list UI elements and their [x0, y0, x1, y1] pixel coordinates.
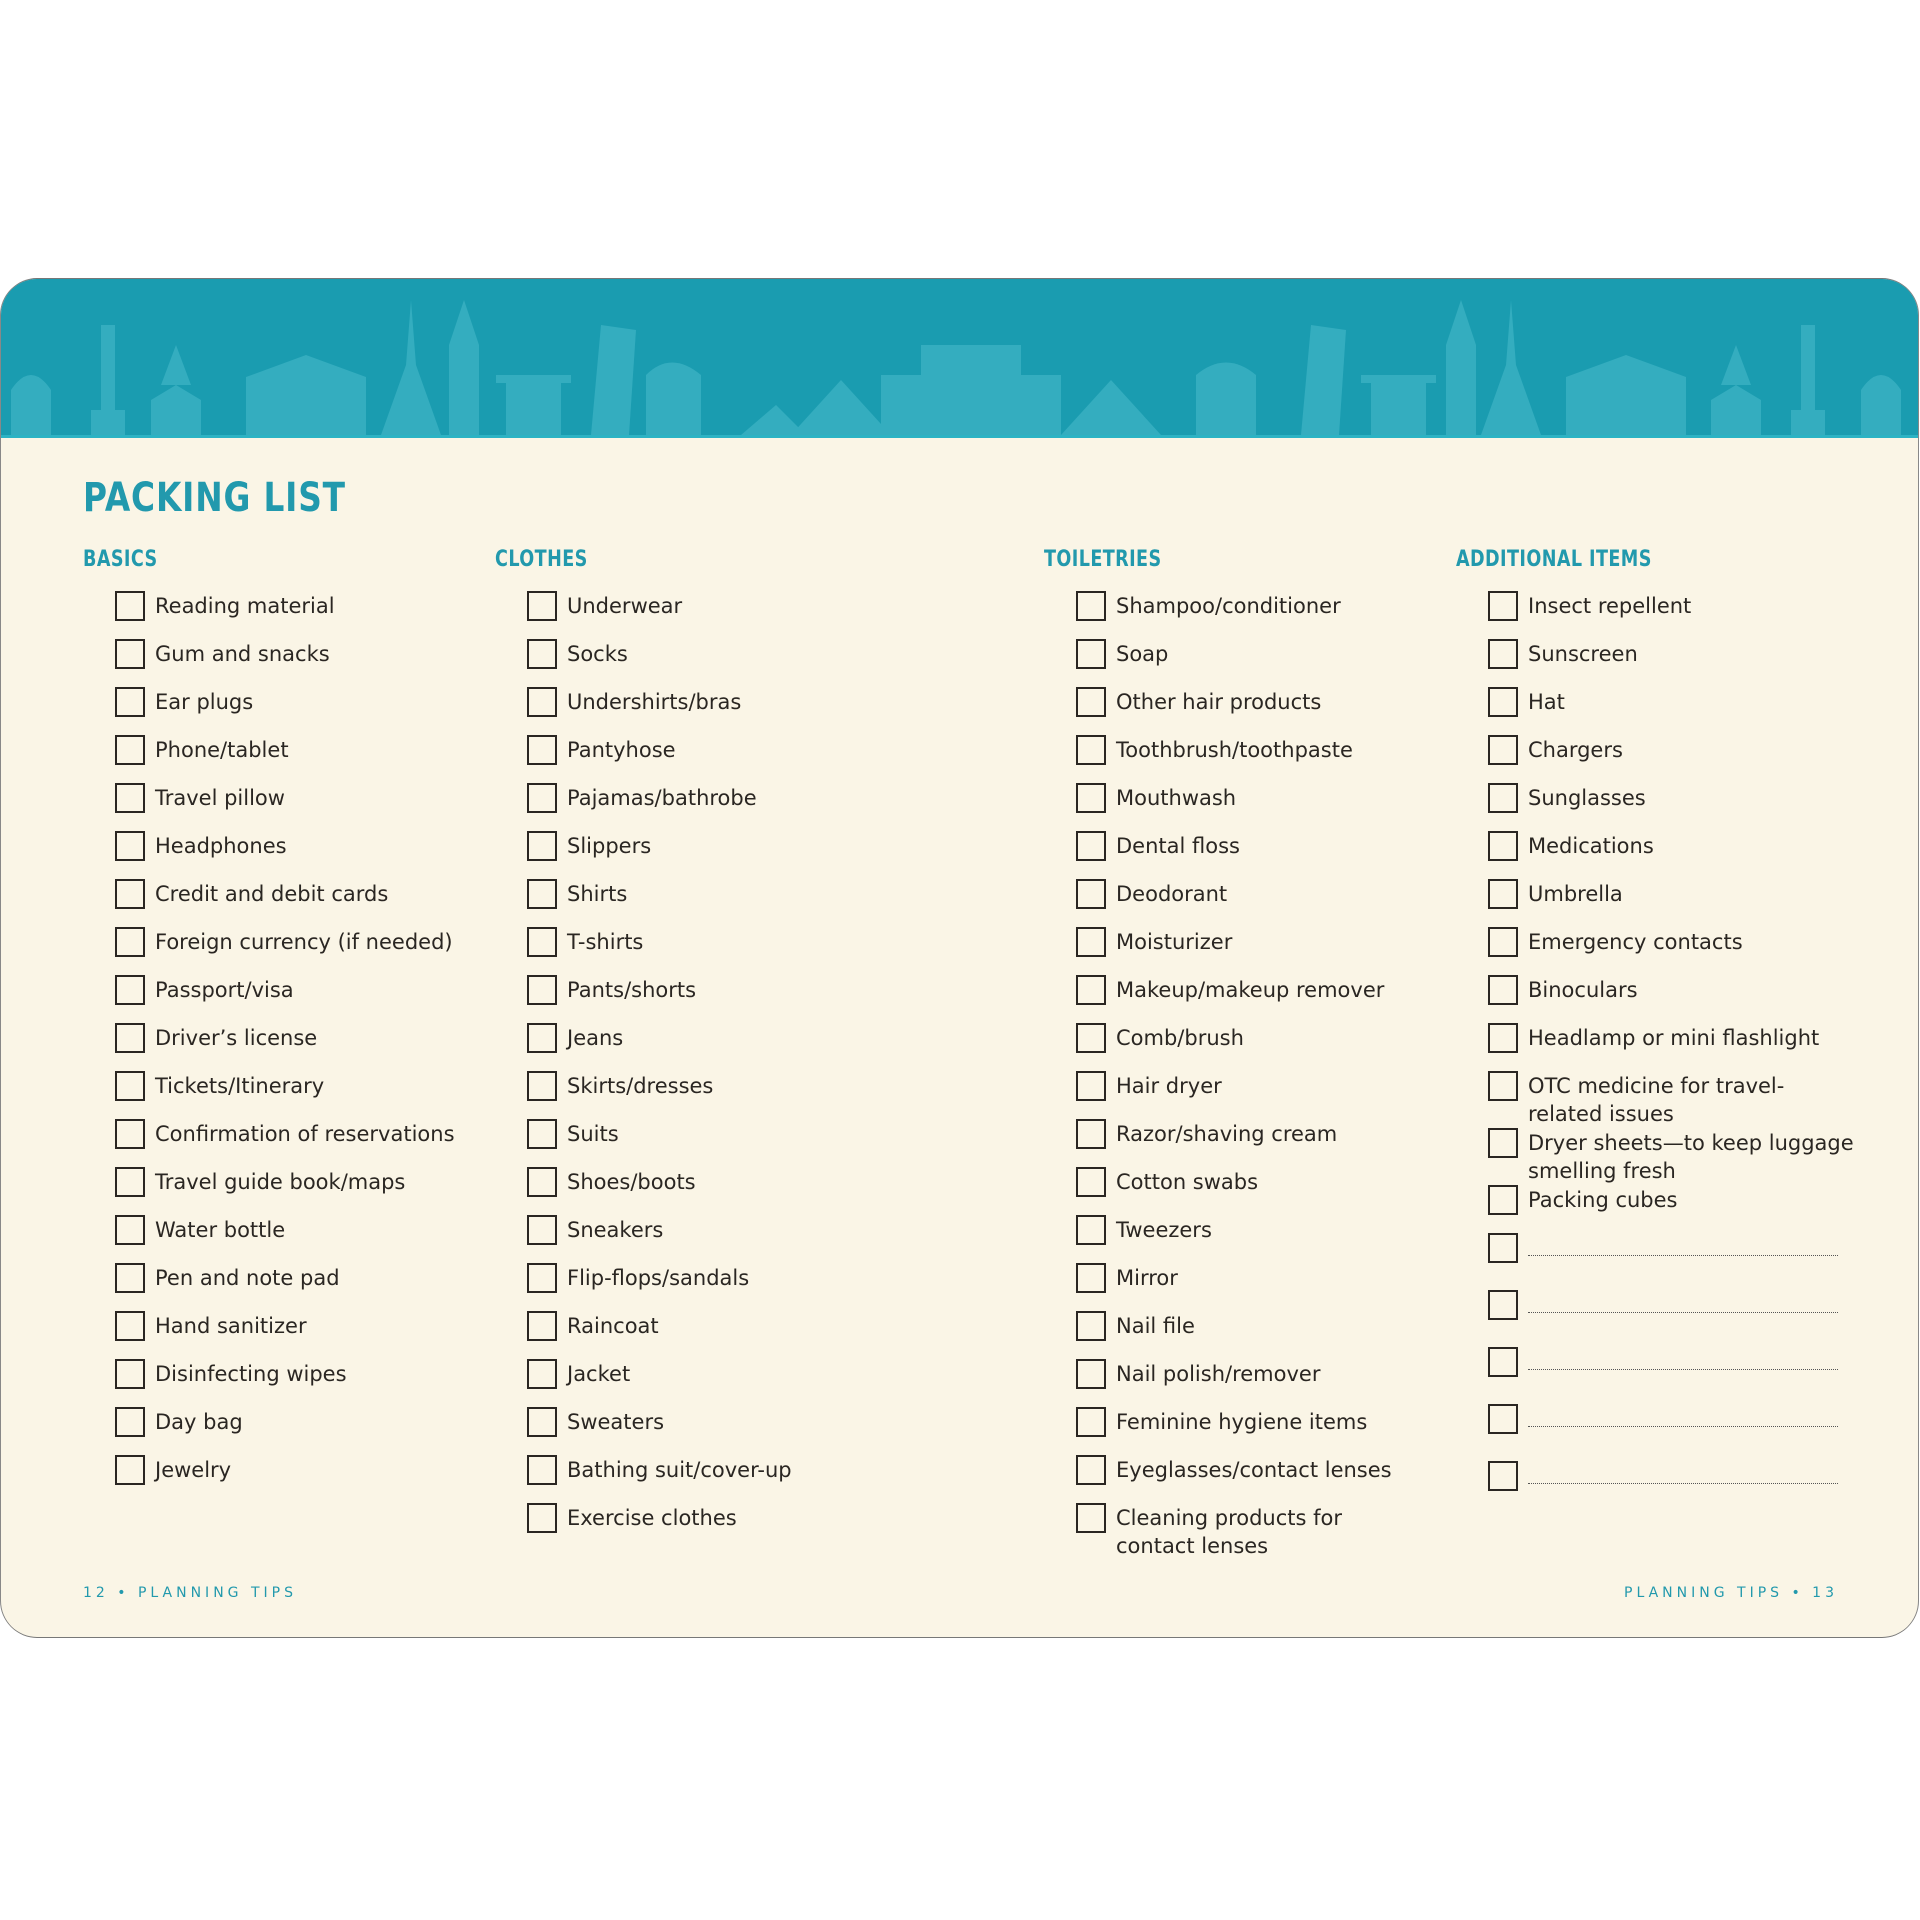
checklist-item-label: Reading material [155, 594, 335, 618]
checkbox[interactable] [1076, 735, 1106, 765]
checklist-item[interactable] [1488, 831, 1856, 879]
checklist-item-label: Passport/visa [155, 978, 294, 1002]
checklist-item[interactable] [1076, 639, 1424, 687]
checklist-item-label: Ear plugs [155, 690, 254, 714]
checkbox[interactable] [1076, 783, 1106, 813]
checklist-item-label: Medications [1528, 834, 1654, 858]
checklist-item-label: Underwear [567, 594, 683, 618]
checkbox[interactable] [1488, 1347, 1518, 1377]
checkbox[interactable] [1076, 1503, 1106, 1533]
checklist-item-label: Credit and debit cards [155, 882, 389, 906]
checklist-item[interactable] [1076, 1503, 1424, 1560]
checklist-item-label: Chargers [1528, 738, 1623, 762]
checklist-item[interactable] [115, 639, 455, 687]
checklist-item[interactable] [527, 735, 792, 783]
checkbox[interactable] [527, 1263, 557, 1293]
checkbox[interactable] [527, 975, 557, 1005]
checklist-item-label: Other hair products [1116, 690, 1322, 714]
checklist-item-label: Pants/shorts [567, 978, 697, 1002]
section-heading: ADDITIONAL ITEMS [1456, 547, 1652, 572]
checklist-item[interactable] [1076, 735, 1424, 783]
checkbox[interactable] [1076, 1023, 1106, 1053]
checklist-item[interactable] [1488, 1071, 1856, 1128]
checklist-item-label: Phone/tablet [155, 738, 289, 762]
checklist-item[interactable] [115, 1023, 455, 1071]
checklist-item[interactable] [1076, 1359, 1424, 1407]
checkbox[interactable] [527, 1407, 557, 1437]
checkbox[interactable] [115, 687, 145, 717]
checkbox[interactable] [115, 591, 145, 621]
checklist-item-label: T-shirts [567, 930, 644, 954]
checklist-item[interactable] [1076, 927, 1424, 975]
checkbox[interactable] [527, 831, 557, 861]
checkbox[interactable] [1488, 831, 1518, 861]
checklist-item[interactable] [527, 639, 792, 687]
checklist-item[interactable] [1076, 831, 1424, 879]
column-additional-items [1456, 547, 1856, 1518]
checklist-item[interactable] [527, 879, 792, 927]
checklist-item-label: Disinfecting wipes [155, 1362, 347, 1386]
checkbox[interactable] [1076, 1359, 1106, 1389]
checkbox[interactable] [1488, 1071, 1518, 1101]
checkbox[interactable] [115, 1359, 145, 1389]
checkbox[interactable] [1488, 639, 1518, 669]
checkbox[interactable] [1076, 1215, 1106, 1245]
blank-write-in-item[interactable] [1488, 1290, 1856, 1347]
checklist-item-label: Pen and note pad [155, 1266, 340, 1290]
checklist-item-label: OTC medicine for travel-related issues [1528, 1074, 1785, 1126]
checkbox[interactable] [1076, 1263, 1106, 1293]
checklist-item-label: Hair dryer [1116, 1074, 1222, 1098]
checklist-item-label: Headphones [155, 834, 287, 858]
checkbox[interactable] [115, 1263, 145, 1293]
checklist-item-label: Jacket [567, 1362, 631, 1386]
checklist-item-label: Travel pillow [155, 786, 285, 810]
checklist-item[interactable] [1488, 879, 1856, 927]
checkbox[interactable] [115, 1407, 145, 1437]
checkbox[interactable] [1076, 1119, 1106, 1149]
checklist-item[interactable] [115, 879, 455, 927]
checklist-item[interactable] [527, 1167, 792, 1215]
checkbox[interactable] [115, 1023, 145, 1053]
checkbox[interactable] [1488, 879, 1518, 909]
checklist-item-label: Hand sanitizer [155, 1314, 307, 1338]
checklist-item[interactable] [527, 1215, 792, 1263]
checkbox[interactable] [527, 1359, 557, 1389]
checkbox[interactable] [527, 783, 557, 813]
checkbox[interactable] [527, 687, 557, 717]
checklist-item-label: Packing cubes [1528, 1188, 1678, 1212]
checklist-item[interactable] [527, 1407, 792, 1455]
footer-right-page-number: PLANNING TIPS • 13 [1624, 1585, 1838, 1601]
checklist-item[interactable] [1076, 1119, 1424, 1167]
checklist-item-label: Deodorant [1116, 882, 1228, 906]
blank-write-in-item[interactable] [1488, 1461, 1856, 1518]
checklist-item[interactable] [1076, 1023, 1424, 1071]
checklist-item-label: Driver’s license [155, 1026, 318, 1050]
checklist-item[interactable] [1076, 783, 1424, 831]
checklist-item-label: Bathing suit/cover-up [567, 1458, 792, 1482]
column-basics [83, 547, 455, 1503]
checklist-item-label: Razor/shaving cream [1116, 1122, 1338, 1146]
checklist-item-label: Dryer sheets—to keep luggage smelling fresh [1528, 1131, 1854, 1183]
checkbox[interactable] [527, 1023, 557, 1053]
checkbox[interactable] [1076, 831, 1106, 861]
checklist-item-label: Pantyhose [567, 738, 676, 762]
checklist-item-label: Flip-flops/sandals [567, 1266, 750, 1290]
checklist-item-label: Tweezers [1116, 1218, 1212, 1242]
blank-write-in-item[interactable] [1488, 1347, 1856, 1404]
checklist-item[interactable] [1076, 1455, 1424, 1503]
checklist-item[interactable] [115, 831, 455, 879]
write-in-line[interactable] [1528, 1404, 1838, 1427]
checklist-item-label: Insect repellent [1528, 594, 1692, 618]
checklist-item-label: Slippers [567, 834, 652, 858]
checklist-item-label: Cleaning products for contact lenses [1116, 1506, 1343, 1558]
checkbox[interactable] [115, 975, 145, 1005]
checklist-item[interactable] [1076, 1407, 1424, 1455]
checklist-item-label: Cotton swabs [1116, 1170, 1259, 1194]
checklist-item[interactable] [115, 1167, 455, 1215]
checklist-item[interactable] [1488, 783, 1856, 831]
checkbox[interactable] [1488, 1023, 1518, 1053]
checklist-item-label: Jeans [567, 1026, 624, 1050]
checkbox[interactable] [115, 783, 145, 813]
write-in-line[interactable] [1528, 1461, 1838, 1484]
checklist-item-label: Raincoat [567, 1314, 659, 1338]
checklist-item[interactable] [115, 1359, 455, 1407]
checklist-item-label: Skirts/dresses [567, 1074, 714, 1098]
checkbox[interactable] [1488, 1185, 1518, 1215]
checklist-item-label: Shampoo/conditioner [1116, 594, 1341, 618]
book-spread [1, 279, 1918, 1637]
checklist-item-label: Suits [567, 1122, 619, 1146]
checklist-item[interactable] [1076, 975, 1424, 1023]
checkbox[interactable] [527, 1215, 557, 1245]
checklist-item[interactable] [115, 1407, 455, 1455]
checklist-item[interactable] [115, 1215, 455, 1263]
checkbox[interactable] [1488, 975, 1518, 1005]
checklist-item[interactable] [1076, 1167, 1424, 1215]
checklist-item[interactable] [527, 975, 792, 1023]
write-in-line[interactable] [1528, 1233, 1838, 1256]
checklist-item-label: Shoes/boots [567, 1170, 696, 1194]
checklist-item[interactable] [1488, 591, 1856, 639]
checkbox[interactable] [1488, 591, 1518, 621]
checklist-item[interactable] [527, 687, 792, 735]
checklist-item[interactable] [115, 1119, 455, 1167]
checklist-item-label: Headlamp or mini flashlight [1528, 1026, 1820, 1050]
checklist-item-label: Mouthwash [1116, 786, 1237, 810]
checklist-item-label: Tickets/Itinerary [155, 1074, 325, 1098]
checklist-item[interactable] [115, 1263, 455, 1311]
checkbox[interactable] [1076, 1455, 1106, 1485]
section-heading: CLOTHES [495, 547, 588, 572]
checklist-item-label: Foreign currency (if needed) [155, 930, 453, 954]
checklist-item-label: Sweaters [567, 1410, 665, 1434]
checklist-item[interactable] [527, 783, 792, 831]
checklist-item[interactable] [1076, 1311, 1424, 1359]
checkbox[interactable] [1488, 1233, 1518, 1263]
checklist-item[interactable] [527, 831, 792, 879]
checkbox[interactable] [1076, 1071, 1106, 1101]
checkbox[interactable] [527, 1503, 557, 1533]
checklist-item-label: Soap [1116, 642, 1169, 666]
checklist [527, 591, 792, 1551]
checklist-item-label: Sneakers [567, 1218, 664, 1242]
blank-write-in-item[interactable] [1488, 1404, 1856, 1461]
checkbox[interactable] [527, 1455, 557, 1485]
checklist-item-label: Moisturizer [1116, 930, 1233, 954]
checkbox[interactable] [115, 1167, 145, 1197]
checklist-item[interactable] [115, 975, 455, 1023]
checklist-item-label: Day bag [155, 1410, 243, 1434]
landmark-skyline-banner [1, 279, 1918, 438]
checklist-item-label: Umbrella [1528, 882, 1623, 906]
section-heading: BASICS [83, 547, 158, 572]
checkbox[interactable] [1488, 1290, 1518, 1320]
checklist-item-label: Nail file [1116, 1314, 1195, 1338]
checklist-item[interactable] [1488, 927, 1856, 975]
checkbox[interactable] [115, 879, 145, 909]
blank-write-in-item[interactable] [1488, 1233, 1856, 1290]
section-heading: TOILETRIES [1044, 547, 1162, 572]
checklist-item-label: Sunscreen [1528, 642, 1638, 666]
checklist-item-label: Shirts [567, 882, 628, 906]
checklist-item[interactable] [527, 1455, 792, 1503]
checklist-item[interactable] [115, 591, 455, 639]
checklist-item[interactable] [527, 1311, 792, 1359]
write-in-line[interactable] [1528, 1347, 1838, 1370]
checkbox[interactable] [527, 879, 557, 909]
checklist-item[interactable] [1488, 639, 1856, 687]
checklist-item[interactable] [527, 1503, 792, 1551]
checkbox[interactable] [1076, 591, 1106, 621]
checkbox[interactable] [115, 1071, 145, 1101]
checklist [115, 591, 455, 1503]
checkbox[interactable] [115, 639, 145, 669]
column-clothes [495, 547, 792, 1551]
checkbox[interactable] [527, 1311, 557, 1341]
page-title: PACKING LIST [83, 475, 346, 521]
checkbox[interactable] [1076, 687, 1106, 717]
checkbox[interactable] [1076, 879, 1106, 909]
checklist-item-label: Exercise clothes [567, 1506, 737, 1530]
checklist-item-label: Gum and snacks [155, 642, 330, 666]
checklist-item[interactable] [527, 1263, 792, 1311]
checkbox[interactable] [527, 639, 557, 669]
checklist-item[interactable] [1076, 591, 1424, 639]
checklist-item-label: Toothbrush/toothpaste [1116, 738, 1353, 762]
checkbox[interactable] [115, 735, 145, 765]
checklist-item[interactable] [1488, 687, 1856, 735]
checkbox[interactable] [1076, 639, 1106, 669]
checkbox[interactable] [1076, 1167, 1106, 1197]
checkbox[interactable] [527, 1119, 557, 1149]
checklist-item-label: Pajamas/bathrobe [567, 786, 757, 810]
checkbox[interactable] [1076, 927, 1106, 957]
checklist-item-label: Makeup/makeup remover [1116, 978, 1385, 1002]
checkbox[interactable] [1488, 1128, 1518, 1158]
write-in-line[interactable] [1528, 1290, 1838, 1313]
checklist-item-label: Travel guide book/maps [155, 1170, 406, 1194]
checklist-item-label: Sunglasses [1528, 786, 1646, 810]
checkbox[interactable] [527, 1167, 557, 1197]
checklist-item-label: Feminine hygiene items [1116, 1410, 1368, 1434]
checkbox[interactable] [1488, 1461, 1518, 1491]
checklist-item-label: Eyeglasses/contact lenses [1116, 1458, 1392, 1482]
column-toiletries [1044, 547, 1424, 1560]
checklist-item[interactable] [1488, 975, 1856, 1023]
checkbox[interactable] [115, 927, 145, 957]
checklist-item[interactable] [1076, 1215, 1424, 1263]
checklist-item[interactable] [1488, 1023, 1856, 1071]
checkbox[interactable] [527, 1071, 557, 1101]
checklist [1488, 591, 1856, 1518]
checklist-item[interactable] [115, 783, 455, 831]
checklist-item-label: Dental floss [1116, 834, 1240, 858]
checkbox[interactable] [1076, 1311, 1106, 1341]
checklist-item[interactable] [1076, 1263, 1424, 1311]
checklist-item[interactable] [1076, 687, 1424, 735]
checkbox[interactable] [1488, 1404, 1518, 1434]
checklist-item-label: Emergency contacts [1528, 930, 1743, 954]
checklist-item[interactable] [527, 591, 792, 639]
checklist-item[interactable] [115, 735, 455, 783]
checklist-item[interactable] [115, 927, 455, 975]
checklist-item[interactable] [1076, 1071, 1424, 1119]
checkbox[interactable] [1488, 687, 1518, 717]
checklist-item-label: Comb/brush [1116, 1026, 1244, 1050]
checklist-item[interactable] [115, 687, 455, 735]
checkbox[interactable] [1488, 735, 1518, 765]
checklist-item-label: Nail polish/remover [1116, 1362, 1321, 1386]
checklist-item-label: Undershirts/bras [567, 690, 742, 714]
checkbox[interactable] [527, 927, 557, 957]
checkbox[interactable] [115, 831, 145, 861]
checkbox[interactable] [115, 1311, 145, 1341]
checkbox[interactable] [527, 735, 557, 765]
checklist-item-label: Water bottle [155, 1218, 286, 1242]
checklist-item[interactable] [527, 1023, 792, 1071]
checklist-item[interactable] [527, 1119, 792, 1167]
checklist-item[interactable] [1488, 1185, 1856, 1233]
checklist-item-label: Binoculars [1528, 978, 1638, 1002]
checklist-item[interactable] [1488, 1128, 1856, 1185]
checkbox[interactable] [1076, 1407, 1106, 1437]
checklist-item[interactable] [115, 1455, 455, 1503]
checkbox[interactable] [1488, 927, 1518, 957]
checklist-item-label: Socks [567, 642, 628, 666]
checkbox[interactable] [115, 1455, 145, 1485]
checklist-item[interactable] [527, 1359, 792, 1407]
footer-left-page-number: 12 • PLANNING TIPS [83, 1585, 297, 1601]
checkbox[interactable] [1488, 783, 1518, 813]
checklist-item[interactable] [115, 1311, 455, 1359]
checkbox[interactable] [115, 1215, 145, 1245]
checklist-item-label: Mirror [1116, 1266, 1178, 1290]
checklist-item[interactable] [527, 927, 792, 975]
checkbox[interactable] [115, 1119, 145, 1149]
skyline-illustration-icon [1, 285, 1918, 435]
checklist-item[interactable] [1076, 879, 1424, 927]
checklist-item[interactable] [1488, 735, 1856, 783]
checklist [1076, 591, 1424, 1560]
checkbox[interactable] [527, 591, 557, 621]
checklist-item-label: Jewelry [155, 1458, 232, 1482]
checklist-item[interactable] [527, 1071, 792, 1119]
checklist-item[interactable] [115, 1071, 455, 1119]
checklist-item-label: Confirmation of reservations [155, 1122, 455, 1146]
checkbox[interactable] [1076, 975, 1106, 1005]
checklist-item-label: Hat [1528, 690, 1565, 714]
